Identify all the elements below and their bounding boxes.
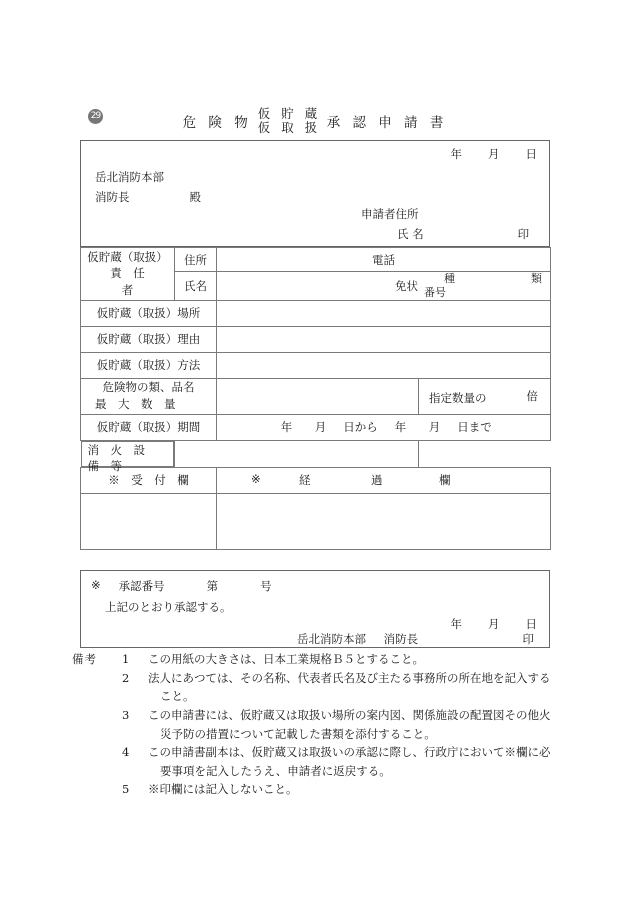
addressee-org: 岳北消防本部: [95, 170, 164, 184]
title-segment-hazmat: 危 険 物: [182, 114, 252, 131]
table-row-period: [81, 414, 551, 440]
cell-hazmat-value[interactable]: [217, 378, 419, 414]
cell-name-value[interactable]: [217, 272, 551, 301]
date-year-label: 年: [450, 147, 462, 161]
notes-label: 備考: [72, 652, 97, 666]
approval-statement: 上記のとおり承認する。: [105, 600, 232, 614]
period-day-from: 日から: [343, 420, 378, 434]
table-row-method: [81, 352, 551, 378]
cell-responsible-label: [81, 248, 175, 301]
period-year-from: 年: [280, 420, 293, 434]
date-day-label: 日: [525, 147, 537, 161]
note-text: [148, 650, 562, 669]
cell-method-value[interactable]: [217, 352, 551, 378]
table-row-official-blank: [81, 493, 551, 549]
license-type-char1: 種: [444, 272, 455, 285]
addressee-title-row: [95, 187, 201, 207]
note-line: 災予防の措置について記載した書類を添付すること。: [160, 726, 436, 741]
approval-date-month: 月: [488, 617, 500, 631]
approval-number-label: 承認番号: [118, 579, 165, 593]
period-year-to: 年: [394, 420, 407, 434]
cell-reason-value[interactable]: [217, 326, 551, 352]
hazmat-label-line1: 危険物の類、品名: [102, 380, 195, 395]
note-item: [72, 780, 562, 799]
approval-mark: ※: [91, 578, 101, 592]
table-row-official-headers: [81, 467, 551, 493]
note-text: [148, 706, 562, 743]
notes-label-spacer: [72, 780, 116, 799]
page-title: [0, 106, 630, 135]
note-text: [148, 780, 562, 799]
table-row-reason: [81, 326, 551, 352]
note-number: 1: [122, 652, 130, 666]
notes-section: [72, 650, 562, 799]
note-line: この用紙の大きさは、日本工業規格Ｂ５とすること。: [148, 652, 424, 666]
cell-place-value[interactable]: [217, 300, 551, 326]
cell-progress-blank[interactable]: [217, 493, 551, 549]
cell-method-label: 仮貯蔵（取扱）方法: [81, 352, 217, 378]
table-row-hazmat: [81, 378, 551, 414]
addressee-honorific: 殿: [189, 190, 201, 205]
applicant-address-label: 申請者住所: [361, 207, 419, 221]
applicant-name-row: [279, 224, 549, 244]
notes-label-spacer: [72, 743, 116, 780]
approval-date-year: 年: [450, 617, 462, 631]
note-number: 2: [122, 670, 130, 685]
addressee-title: 消防長: [95, 190, 130, 205]
cell-progress-label: [217, 467, 551, 493]
progress-label-group: [223, 472, 544, 488]
approval-gou: 号: [260, 579, 272, 593]
cell-period-label: 仮貯蔵（取扱）期間: [81, 414, 217, 440]
cell-name-label: 氏名: [175, 272, 217, 301]
table-row-place: [81, 300, 551, 326]
designated-qty-label: 指定数量の: [429, 390, 487, 405]
title-stacked-pair: [254, 107, 325, 135]
progress-char1: 経: [299, 473, 311, 487]
license-type-char2: 類: [531, 272, 542, 285]
note-number: 3: [122, 707, 130, 722]
cell-designated-qty[interactable]: [419, 378, 551, 414]
note-number: 4: [122, 745, 130, 760]
note-line: ※印欄には記入しないこと。: [148, 782, 298, 797]
approval-block: [80, 570, 550, 648]
approval-number-row: [91, 578, 272, 594]
submission-date: [451, 146, 538, 162]
note-text: [148, 669, 562, 706]
title-segment-application: 承 認 申 請 書: [326, 114, 448, 131]
designated-qty-unit: 倍: [526, 388, 538, 403]
applicant-name-label: 氏 名: [397, 227, 424, 242]
license-detail: [422, 272, 542, 300]
cell-address-label: 住所: [175, 248, 217, 272]
license-label: 免状: [395, 278, 418, 293]
notes-label-spacer: [72, 669, 116, 706]
license-type-row: [422, 272, 542, 286]
table-row-fire-equipment: [81, 440, 551, 467]
cell-fire-equipment-value[interactable]: [175, 440, 419, 467]
approval-dai: 第: [206, 579, 219, 593]
note-line: この申請書には、仮貯蔵又は取扱い場所の案内図、関係施設の配置図その他火: [148, 707, 551, 722]
cell-reception-blank[interactable]: [81, 493, 217, 549]
cell-place-label: 仮貯蔵（取扱）場所: [81, 300, 217, 326]
circled-number-icon: 29: [88, 109, 103, 124]
cell-reason-label: 仮貯蔵（取扱）理由: [81, 326, 217, 352]
progress-char3: 欄: [439, 473, 451, 487]
approval-date-day: 日: [525, 617, 537, 631]
note-line: この申請書副本は、仮貯蔵又は取扱いの承認に際し、行政庁において※欄に必: [148, 745, 551, 760]
title-temp-storage: 仮 貯 蔵: [257, 106, 321, 121]
cell-period-value[interactable]: [217, 414, 551, 440]
designated-qty-block: [425, 387, 544, 406]
period-month-from: 月: [314, 420, 327, 434]
title-temp-handling: 仮 取 扱: [257, 120, 321, 135]
note-text: [148, 743, 562, 780]
license-fields: [223, 272, 544, 300]
applicant-seal-label: 印: [517, 227, 530, 242]
applicant-info: [279, 204, 549, 244]
progress-char2: 過: [371, 473, 383, 487]
responsible-label-line1: 仮貯蔵（取扱）: [87, 249, 168, 264]
cell-fire-equipment-label: 消 火 設 備 等: [81, 441, 175, 467]
table-row-responsible-address: [81, 248, 551, 272]
progress-mark: ※: [251, 472, 261, 486]
note-item: [72, 650, 562, 669]
addressee: [95, 167, 201, 207]
notes-label-spacer: [72, 706, 116, 743]
date-month-label: 月: [488, 147, 500, 161]
cell-address-value[interactable]: [217, 248, 551, 272]
note-line: 要事項を記入したうえ、申請者に返戻する。: [160, 763, 391, 778]
approval-org: 岳北消防本部: [297, 632, 366, 646]
note-number: 5: [122, 782, 130, 797]
approval-authority: [297, 631, 418, 647]
license-number-label: 番号: [424, 285, 446, 299]
period-day-to: 日まで: [457, 420, 492, 434]
note-item: [72, 743, 562, 780]
approval-seal: 印: [522, 632, 534, 646]
header-block: [80, 140, 550, 247]
note-item: [72, 706, 562, 743]
cell-hazmat-label: [81, 378, 217, 414]
tel-label: 電話: [372, 252, 395, 267]
period-month-to: 月: [428, 420, 441, 434]
responsible-label-line2: 責 任 者: [110, 266, 157, 298]
note-line: 法人にあつては、その名称、代表者氏名及び主たる事務所の所在地を記入する: [148, 670, 551, 685]
note-line: こと。: [160, 689, 195, 704]
main-form-table: [80, 247, 550, 550]
hazmat-label-line2: 最 大 数 量: [95, 397, 176, 411]
approval-date: [451, 616, 538, 632]
cell-reception-label: ※ 受 付 欄: [81, 467, 217, 493]
approval-post: 消防長: [383, 632, 419, 646]
note-item: [72, 669, 562, 706]
period-fields: [223, 419, 544, 435]
